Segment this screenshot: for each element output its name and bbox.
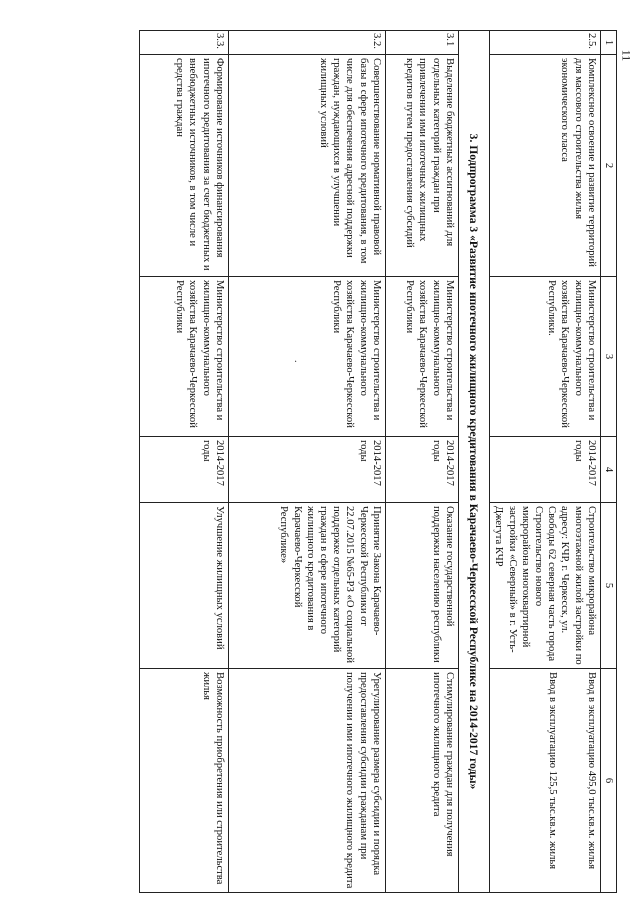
page-number: 11 [619,49,634,62]
measure-cell: Выделение бюджетных ассигнований для отдельных категорий граждан при привлечении ими ипотечных жилищных кредитов путем предоставления субсидий [385,55,458,277]
column-number-3: 3 [600,277,616,437]
measure-cell: Формирование источников финансирования ипотечного кредитования за счет бюджетных и внебюджетных источников, в том числе и средства граждан [139,55,228,277]
result-cell: Оказание государственной поддержки населению республики [385,503,458,669]
subprogram-heading-row [458,31,489,893]
executor-cell [228,277,385,437]
table-row [385,31,458,893]
period-cell: 2014-2017 годы [489,437,600,503]
result-cell: Принятие Закона Карачаево-Черкесской Республики от 22.07.2015 №65-РЗ «О социальной поддержке отдельных категорий граждан в сфере ипотечного жилищного кредитования в Карачаево-Черкесской Республике» [228,503,385,669]
period-cell: 2014-2017 годы [385,437,458,503]
rotated-document [57,30,617,892]
table-row [139,31,228,893]
table-row [489,31,600,893]
column-number-5: 5 [600,503,616,669]
effect-cell: Возможность приобретения или строительства жилья [139,669,228,893]
executor-text: Министерство строительства и жилищно-коммунального хозяйства Карачаево-Черкесской Республики [331,280,382,428]
measures-table [139,30,617,893]
stray-mark: . [291,360,303,363]
column-number-row [600,31,616,893]
table-row [228,31,385,893]
column-number-1: 1 [600,31,616,55]
effect-cell: Стимулирование граждан для получения ипотечного жилищного кредита [385,669,458,893]
effect-cell [489,669,600,893]
column-number-4: 4 [600,437,616,503]
column-number-6: 6 [600,669,616,893]
executor-cell: Министерство строительства и жилищно-коммунального хозяйства Карачаево-Черкесской Республики. [489,277,600,437]
column-number-2: 2 [600,55,616,277]
subprogram-heading: 3. Подпрограмма 3 «Развитие ипотечного жилищного кредитования в Карачаево-Черкесской Республике на 2014-2017 годы» [458,31,489,893]
period-cell: 2014-2017 годы [228,437,385,503]
effect-cell: Урегулирование размера субсидии и порядка предоставления субсидии гражданам при получении ими ипотечного жилищного кредита [228,669,385,893]
measure-cell: Совершенствование нормативной правовой базы в сфере ипотечного кредитования, в том числе для обеспечения адресной поддержки граждан, нуждающихся в улучшении жилищных условий [228,55,385,277]
period-cell: 2014-2017 годы [139,437,228,503]
executor-cell: Министерство строительства и жилищно-коммунального хозяйства Карачаево-Черкесской Республики [139,277,228,437]
result-cell: Строительство микрорайона многоэтажной жилой застройки по адресу: КЧР, г. Черкесск, ул. Свободы 62 северная часть города Строительство нового микрорайона многоквартирной застройки «Северный» в г. Усть-Джегута КЧР [489,503,600,669]
executor-cell: Министерство строительства и жилищно-коммунального хозяйства Карачаево-Черкесской Республики [385,277,458,437]
row-index: 2.5. [489,31,600,55]
effect-line: Ввод в эксплуатацию 125,5 тыс.кв.м. жилья [546,672,558,870]
row-index: 3.2. [228,31,385,55]
measure-cell: Комплексное освоение и развитие территорий для массового строительства жилья экономического класса [489,55,600,277]
result-cell: Улучшение жилищных условий [139,503,228,669]
effect-line: Ввод в эксплуатацию 495,0 тыс.кв.м. жилья [585,672,597,870]
row-index: 3.1 [385,31,458,55]
row-index: 3.3. [139,31,228,55]
